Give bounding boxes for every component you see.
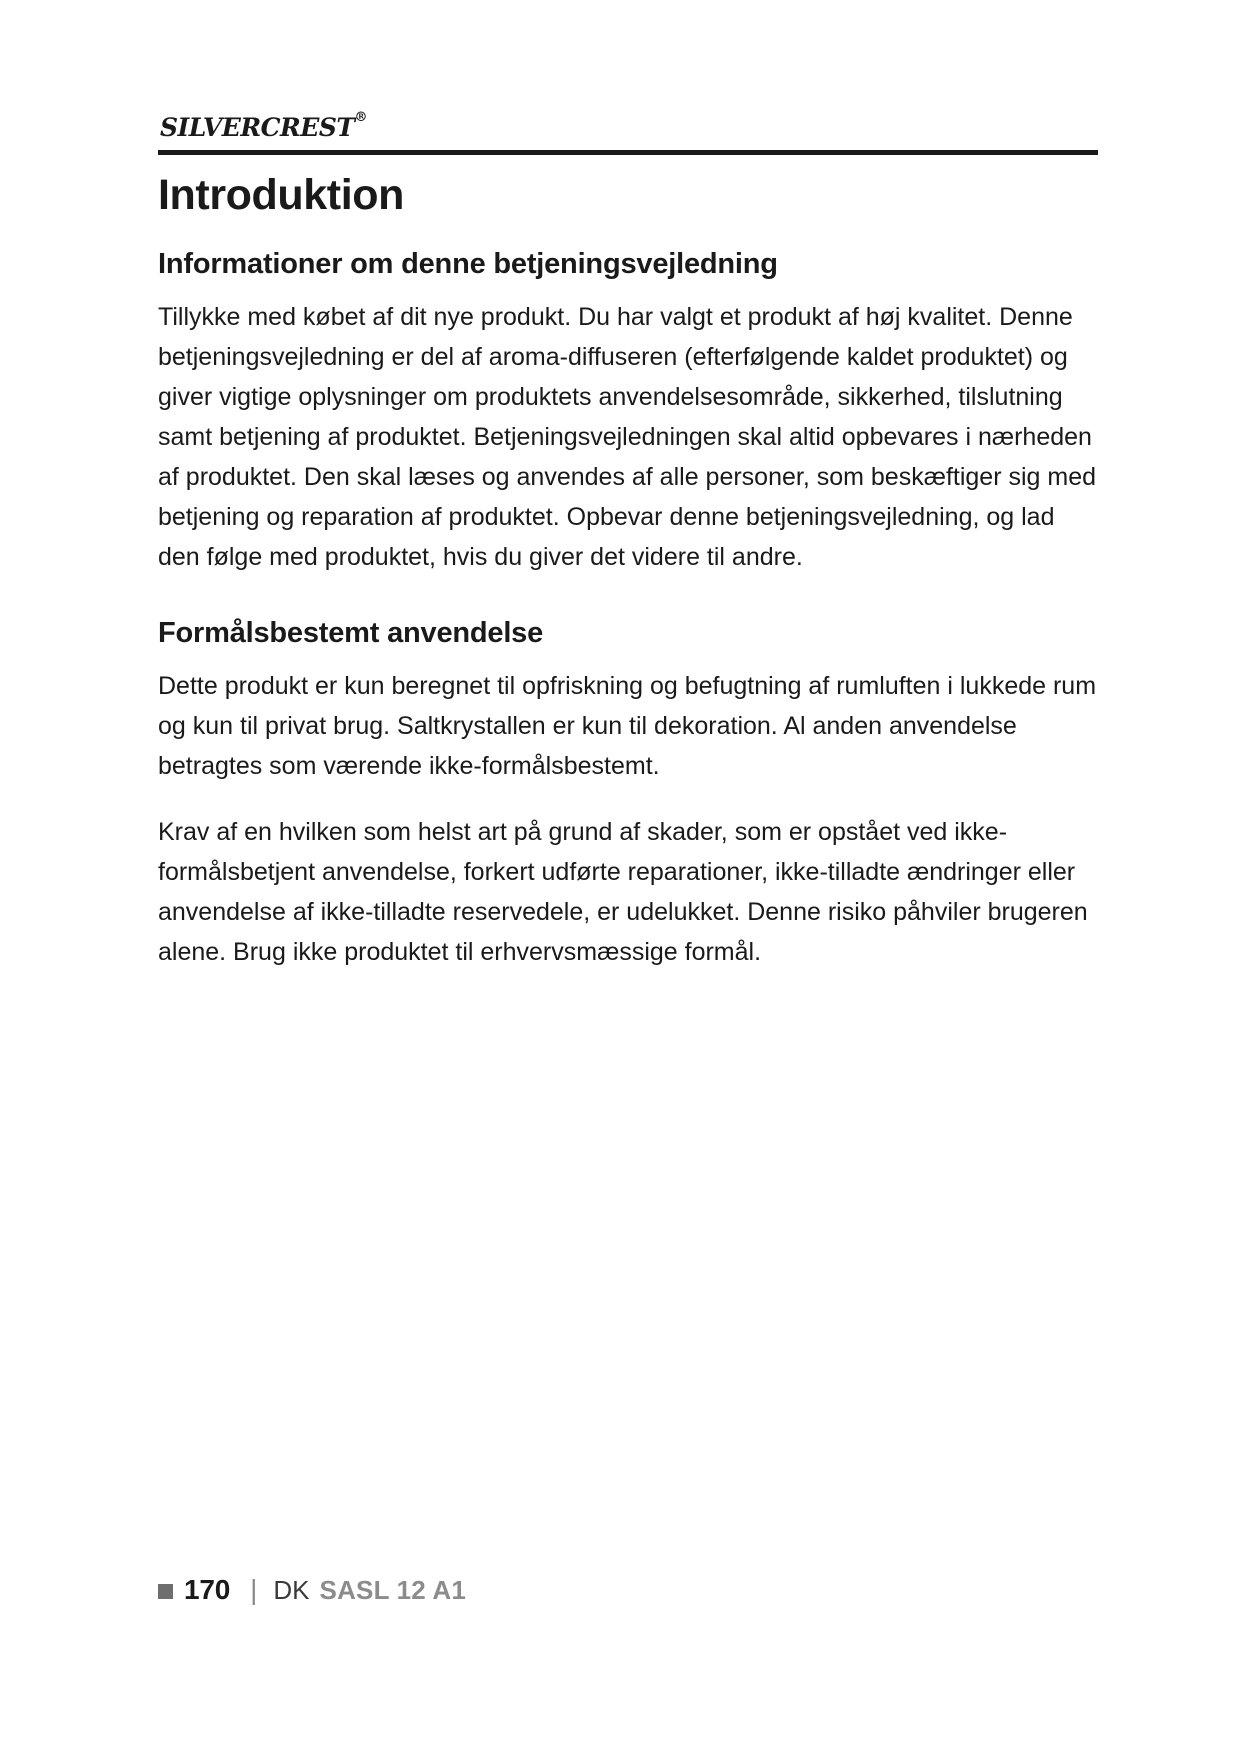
section-paragraph-informationer-1: Tillykke med købet af dit nye produkt. Du har valgt et produkt af høj kvalitet. Denne betjeningsvejledning er del af aroma-diffuseren (efterfølgende kaldet produktet) og giver vigtige oplysninger om produktets anvendelsesområde, sikkerhed, tilslutning samt betjening af produktet. Betjeningsvejledningen skal altid opbevares i nærheden af produktet. Den skal læses og anvendes af alle personer, som beskæftiger sig med betjening og reparation af produktet. Opbevar denne betjeningsvejledning, og lad den følge med produktet, hvis du giver det videre til andre. [158, 303, 1097, 571]
section-heading-formaalsbestemt: Formålsbestemt anvendelse [158, 617, 544, 649]
footer-model-number: SASL 12 A1 [319, 1574, 467, 1605]
brand-logo-silver: SILVER [160, 113, 261, 142]
brand-logo [160, 108, 1098, 144]
brand-logo-registered: ® [354, 110, 367, 125]
footer-page-number: 170 [184, 1574, 231, 1605]
page-title: Introduktion [158, 171, 404, 219]
footer-square-icon [158, 1584, 173, 1599]
section-heading-informationer: Informationer om denne betjeningsvejledning [158, 248, 778, 280]
page-content [158, 108, 1098, 972]
section-paragraph-formaalsbestemt-2: Krav af en hvilken som helst art på grund af skader, som er opstået ved ikke-formålsbetjent anvendelse, forkert udførte reparationer, ikke-tilladte ændringer eller anvendelse af ikke-tilladte reservedele, er udelukket. Denne risiko påhviler brugeren alene. Brug ikke produktet til erhvervsmæssige formål. [158, 818, 1088, 966]
footer-separator: | [250, 1574, 258, 1605]
brand-logo-crest: CREST [260, 113, 355, 142]
header-divider [158, 150, 1098, 155]
section-paragraph-formaalsbestemt-1: Dette produkt er kun beregnet til opfriskning og befugtning af rumluften i lukkede rum og kun til privat brug. Saltkrystallen er kun til dekoration. Al anden anvendelse betragtes som værende ikke-formålsbestemt. [158, 672, 1097, 780]
page-footer [158, 1574, 466, 1606]
footer-language-code: DK [273, 1574, 310, 1605]
